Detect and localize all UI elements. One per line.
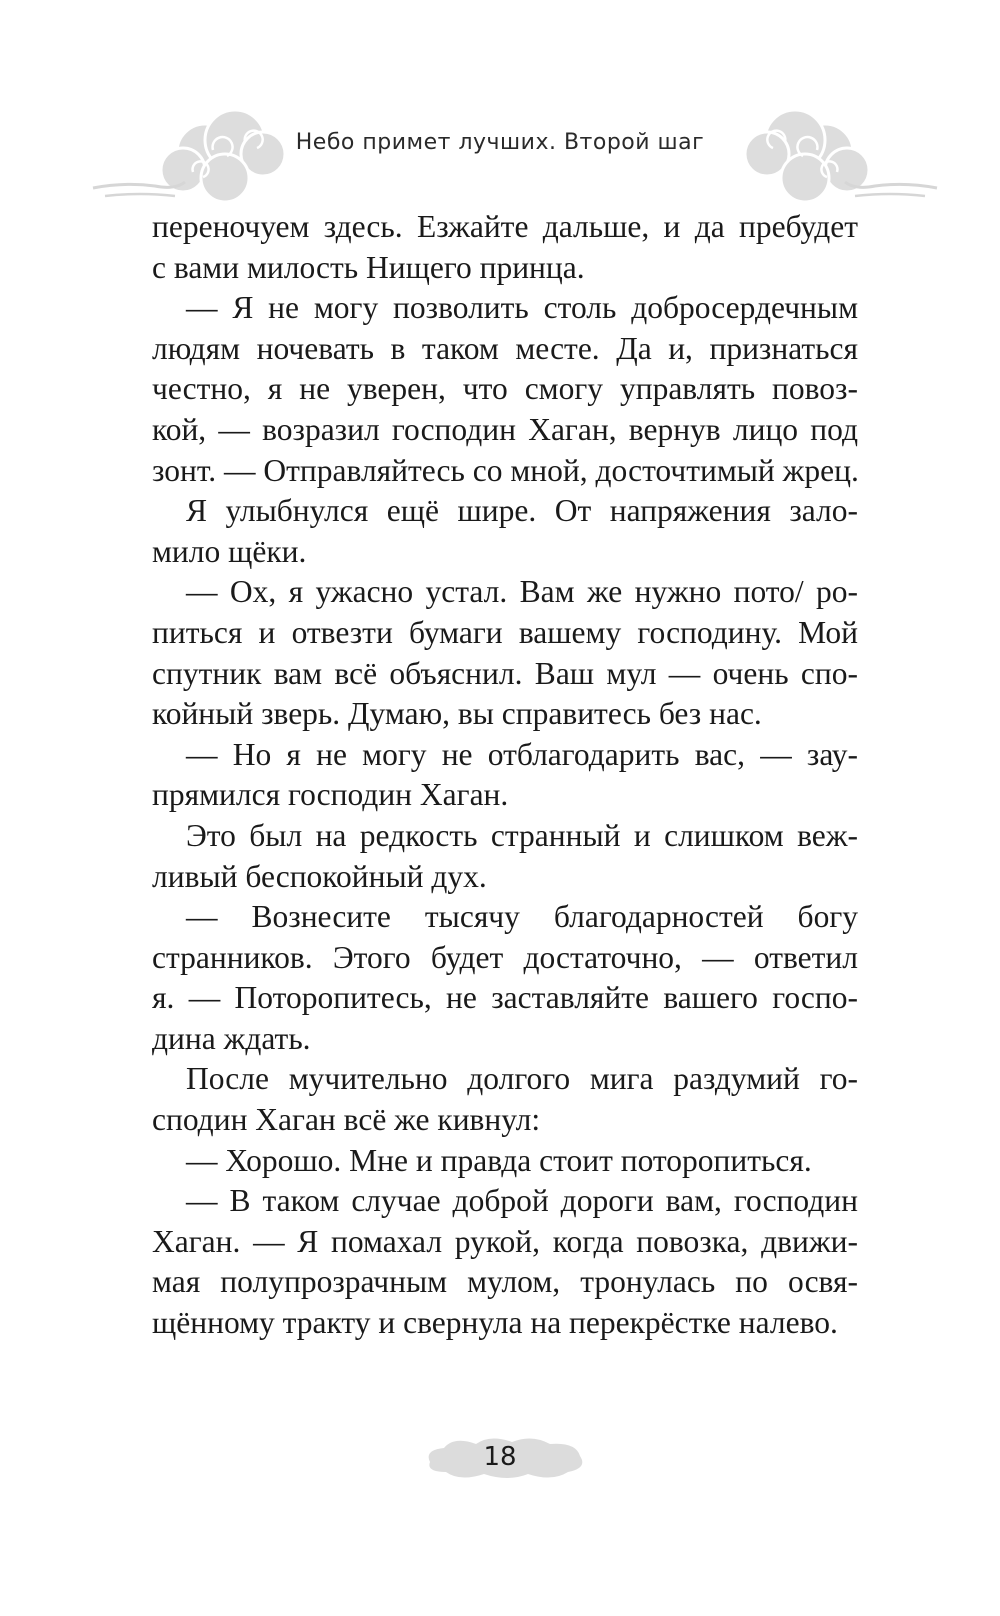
text-line: койный зверь. Думаю, вы справитесь без нас. bbox=[152, 696, 762, 732]
text-line: — Но я не могу не отблагодарить вас, — зау- bbox=[186, 736, 858, 772]
text-line: дина ждать. bbox=[152, 1020, 311, 1056]
text-line: Хаган. — Я помахал рукой, когда повозка, движи- bbox=[152, 1223, 858, 1259]
text-line: честно, я не уверен, что смогу управлять повоз- bbox=[152, 371, 858, 407]
text-line: — В таком случае доброй дороги вам, господин bbox=[186, 1183, 858, 1219]
body-text bbox=[152, 207, 858, 1344]
text-line: питься и отвезти бумаги вашему господину. Мой bbox=[152, 614, 858, 650]
text-line: — Вознесите тысячу благодарностей богу bbox=[186, 899, 858, 935]
text-line: — Хорошо. Мне и правда стоит поторопиться. bbox=[186, 1142, 812, 1178]
text-line: — Я не могу позволить столь добросердечным bbox=[186, 290, 858, 326]
text-line: с вами милость Нищего принца. bbox=[152, 249, 585, 285]
text-line: щённому тракту и свернула на перекрёстке налево. bbox=[152, 1305, 838, 1341]
text-line: зонт. — Отправляйтесь со мной, досточтимый жрец. bbox=[152, 452, 859, 488]
text-line: я. — Поторопитесь, не заставляйте вашего госпо- bbox=[152, 980, 858, 1016]
page-footer bbox=[0, 1420, 1000, 1510]
text-line: переночуем здесь. Езжайте дальше, и да пребудет bbox=[152, 209, 858, 244]
page-number: 18 bbox=[483, 1442, 517, 1472]
text-line: мило щёки. bbox=[152, 533, 307, 569]
text-line: спутник вам всё объяснил. Ваш мул — очень спо- bbox=[152, 655, 858, 691]
page-header bbox=[0, 60, 1000, 200]
text-line: ливый беспокойный дух. bbox=[152, 858, 487, 894]
text-line: странников. Этого будет достаточно, — ответил bbox=[152, 939, 858, 975]
running-title: Небо примет лучших. Второй шаг bbox=[295, 130, 705, 155]
text-line: прямился господин Хаган. bbox=[152, 777, 509, 813]
text-line: Это был на редкость странный и слишком веж- bbox=[186, 817, 858, 853]
text-line: сподин Хаган всё же кивнул: bbox=[152, 1102, 541, 1138]
text-line: кой, — возразил господин Хаган, вернув лицо под bbox=[152, 411, 858, 447]
text-line: Я улыбнулся ещё шире. От напряжения зало- bbox=[186, 493, 858, 529]
text-line: После мучительно долгого мига раздумий го- bbox=[186, 1061, 858, 1097]
text-line: — Ох, я ужасно устал. Вам же нужно пото/ ро- bbox=[186, 574, 858, 610]
text-line: мая полупрозрачным мулом, тронулась по освя- bbox=[152, 1264, 858, 1300]
text-line: людям ночевать в таком месте. Да и, признаться bbox=[152, 330, 858, 366]
cloud-ornament-icon bbox=[745, 90, 945, 210]
